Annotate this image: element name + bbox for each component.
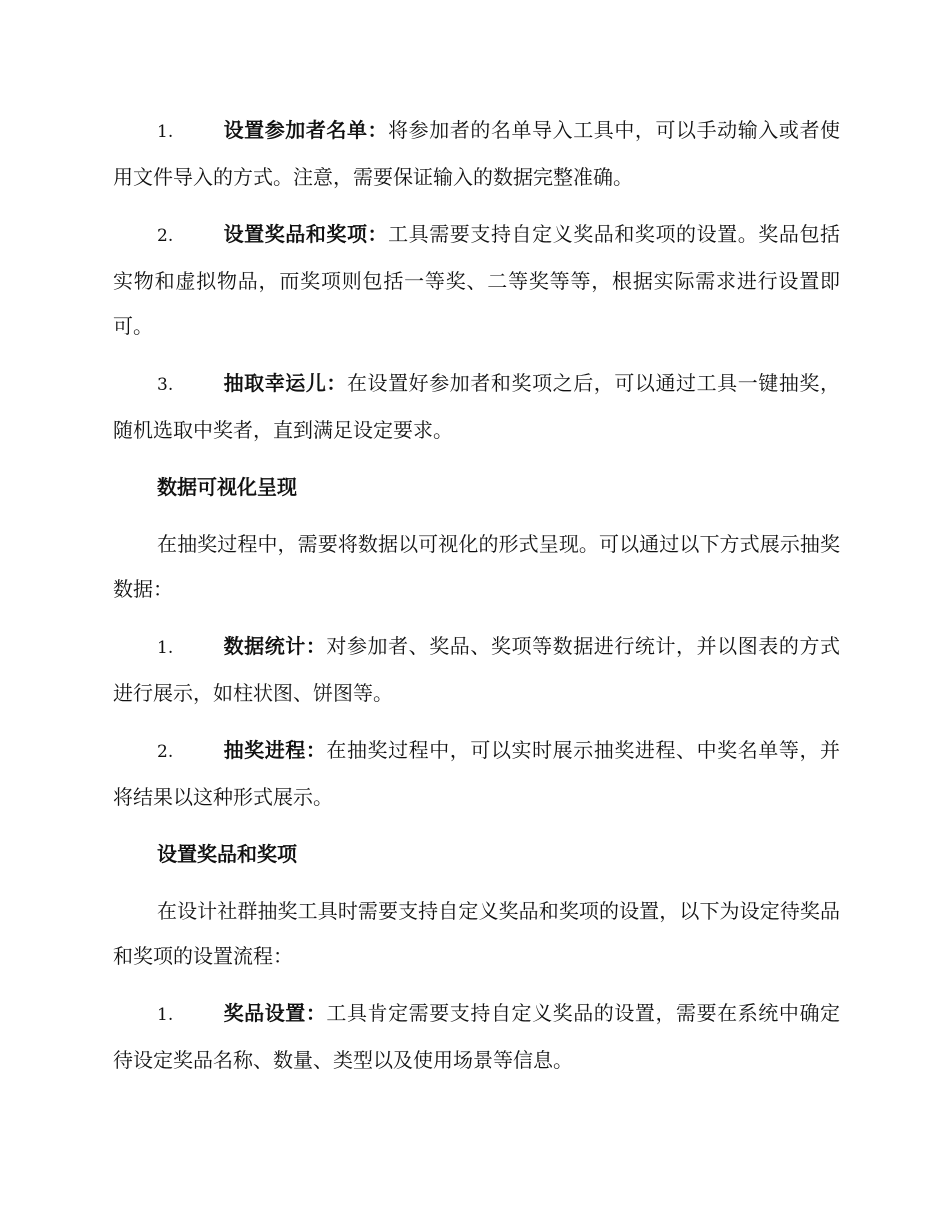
section-intro: 在设计社群抽奖工具时需要支持自定义奖品和奖项的设置，以下为设定待奖品和奖项的设置流程： (113, 899, 840, 968)
section-heading: 设置奖品和奖项 (157, 842, 297, 866)
list-number: 1. (157, 122, 174, 142)
list-text: 在抽奖过程中，可以实时展示抽奖进程、中奖名单等，并将结果以这种形式展示。 (113, 738, 841, 809)
list-item (113, 624, 840, 716)
document-page (113, 108, 840, 1095)
list-text: 将参加者的名单导入工具中，可以手动输入或者使用文件导入的方式。注意，需要保证输入的数据完整准确。 (113, 118, 841, 189)
list-item (113, 361, 840, 453)
list-item (113, 212, 840, 349)
list-text: 工具肯定需要支持自定义奖品的设置，需要在系统中确定待设定奖品名称、数量、类型以及使用场景等信息。 (113, 1001, 841, 1072)
list-term: 奖品设置： (223, 1001, 327, 1025)
list-number: 2. (157, 742, 174, 762)
list-number: 1. (157, 638, 174, 658)
list-item (113, 108, 840, 200)
list-term: 抽奖进程： (223, 738, 327, 762)
list-number: 1. (157, 1005, 174, 1025)
section-intro: 在抽奖过程中，需要将数据以可视化的形式呈现。可以通过以下方式展示抽奖数据： (113, 532, 840, 601)
list-term: 设置奖品和奖项： (223, 222, 389, 246)
section-heading: 数据可视化呈现 (157, 475, 297, 499)
list-item (113, 728, 840, 820)
list-text: 对参加者、奖品、奖项等数据进行统计，并以图表的方式进行展示，如柱状图、饼图等。 (113, 634, 841, 705)
list-item (113, 991, 840, 1083)
list-term: 抽取幸运儿： (223, 371, 347, 395)
list-text: 在设置好参加者和奖项之后，可以通过工具一键抽奖，随机选取中奖者，直到满足设定要求。 (113, 371, 841, 442)
list-term: 设置参加者名单： (223, 118, 389, 142)
list-term: 数据统计： (223, 634, 327, 658)
list-number: 2. (157, 226, 174, 246)
list-number: 3. (157, 375, 174, 395)
list-text: 工具需要支持自定义奖品和奖项的设置。奖品包括实物和虚拟物品，而奖项则包括一等奖、二等奖等等，根据实际需求进行设置即可。 (113, 222, 841, 338)
